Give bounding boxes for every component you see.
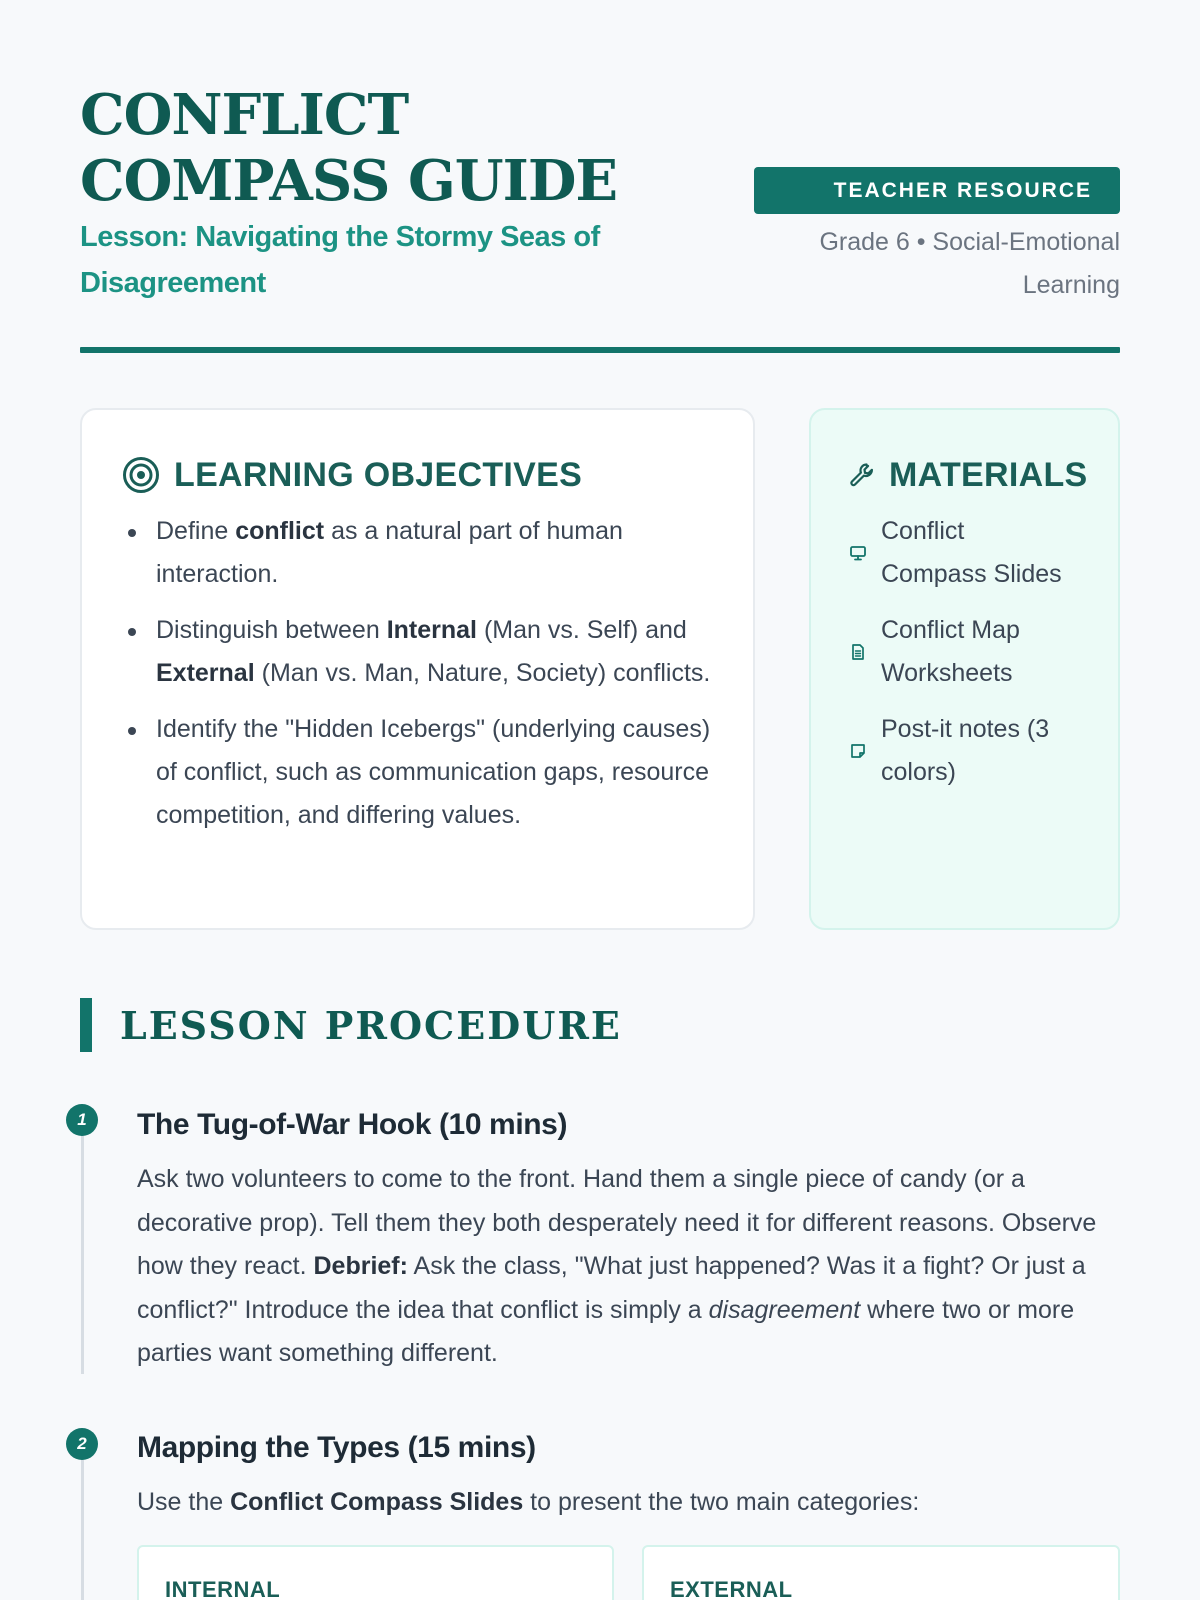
step-number-badge: 1 bbox=[66, 1104, 98, 1136]
objective-item bbox=[122, 510, 713, 596]
materials-title: MATERIALS bbox=[889, 455, 1088, 494]
objective-item bbox=[122, 708, 713, 837]
sticky-note-icon bbox=[849, 742, 867, 760]
overview-cards bbox=[80, 408, 1120, 930]
lesson-procedure-title: LESSON PROCEDURE bbox=[120, 1002, 622, 1048]
materials-list bbox=[849, 510, 1080, 794]
step-emphasis: disagreement bbox=[708, 1295, 861, 1324]
header bbox=[80, 0, 1120, 355]
material-item bbox=[849, 510, 1080, 596]
material-item bbox=[849, 609, 1080, 695]
type-label: EXTERNAL bbox=[670, 1577, 793, 1600]
learning-objectives-title: LEARNING OBJECTIVES bbox=[174, 455, 583, 494]
grade-subject: Grade 6 • Social-Emotional Learning bbox=[819, 228, 1120, 299]
lesson-subtitle: Lesson: Navigating the Stormy Seas of Disagreement bbox=[80, 221, 600, 299]
material-label: Conflict Map Worksheets bbox=[881, 616, 1020, 687]
step-keyword: Debrief: bbox=[313, 1252, 408, 1280]
step-description bbox=[137, 1481, 1122, 1525]
material-label: Conflict Compass Slides bbox=[881, 517, 1062, 588]
heading-accent-bar bbox=[80, 998, 92, 1052]
objective-text: as a natural part of human interaction. bbox=[156, 517, 623, 588]
teacher-resource-badge: TEACHER RESOURCE bbox=[754, 167, 1120, 214]
materials-heading bbox=[849, 450, 1088, 500]
step-description bbox=[137, 1158, 1122, 1376]
step-keyword: Conflict Compass Slides bbox=[230, 1488, 524, 1516]
lesson-page bbox=[77, 0, 1120, 1600]
material-label: Post-it notes (3 colors) bbox=[881, 715, 1050, 786]
step-text: Use the bbox=[137, 1488, 231, 1516]
objectives-list bbox=[122, 510, 713, 837]
step-title: The Tug-of-War Hook (10 mins) bbox=[137, 1108, 568, 1141]
objective-text: Identify the "Hidden Icebergs" (underlying causes) of conflict, such as communication gaps, resource competition, and differing values. bbox=[156, 715, 711, 829]
learning-objectives-heading bbox=[122, 450, 713, 500]
objective-text: (Man vs. Self) and bbox=[477, 616, 687, 644]
monitor-icon bbox=[849, 544, 867, 562]
objective-keyword: conflict bbox=[235, 517, 325, 545]
objective-keyword: Internal bbox=[386, 616, 477, 644]
objective-text: Distinguish between bbox=[156, 616, 387, 644]
step-text: to present the two main categories: bbox=[523, 1488, 920, 1516]
timeline-line bbox=[81, 1444, 84, 1600]
step-number-badge: 2 bbox=[66, 1428, 98, 1460]
header-divider bbox=[80, 347, 1120, 353]
step-text: Ask two volunteers to come to the front. Hand them a single piece of candy (or a decorative prop). Tell them they both desperately need it for different reasons. Observe how they react. bbox=[137, 1165, 1097, 1280]
type-label: INTERNAL bbox=[165, 1577, 281, 1600]
external-type-card bbox=[642, 1545, 1120, 1600]
lesson-procedure-heading bbox=[80, 998, 622, 1052]
step-text: where two or more parties want something different. bbox=[137, 1295, 1075, 1367]
objective-keyword: External bbox=[156, 659, 255, 687]
objective-text: (Man vs. Man, Nature, Society) conflicts. bbox=[254, 659, 711, 687]
objective-item bbox=[122, 609, 713, 695]
document-icon bbox=[849, 643, 867, 661]
materials-card bbox=[809, 408, 1120, 930]
timeline-line bbox=[81, 1120, 84, 1374]
target-icon bbox=[122, 456, 160, 494]
internal-type-card bbox=[137, 1545, 614, 1600]
objective-text: Define bbox=[156, 517, 236, 545]
step-text: Ask the class, "What just happened? Was it a fight? Or just a conflict?" Introduce the idea that conflict is simply a bbox=[137, 1252, 1086, 1324]
page-title: CONFLICT COMPASS GUIDE bbox=[80, 82, 618, 214]
material-item bbox=[849, 708, 1080, 794]
step-title: Mapping the Types (15 mins) bbox=[137, 1431, 536, 1464]
wrench-icon bbox=[849, 462, 875, 488]
learning-objectives-card bbox=[80, 408, 755, 930]
